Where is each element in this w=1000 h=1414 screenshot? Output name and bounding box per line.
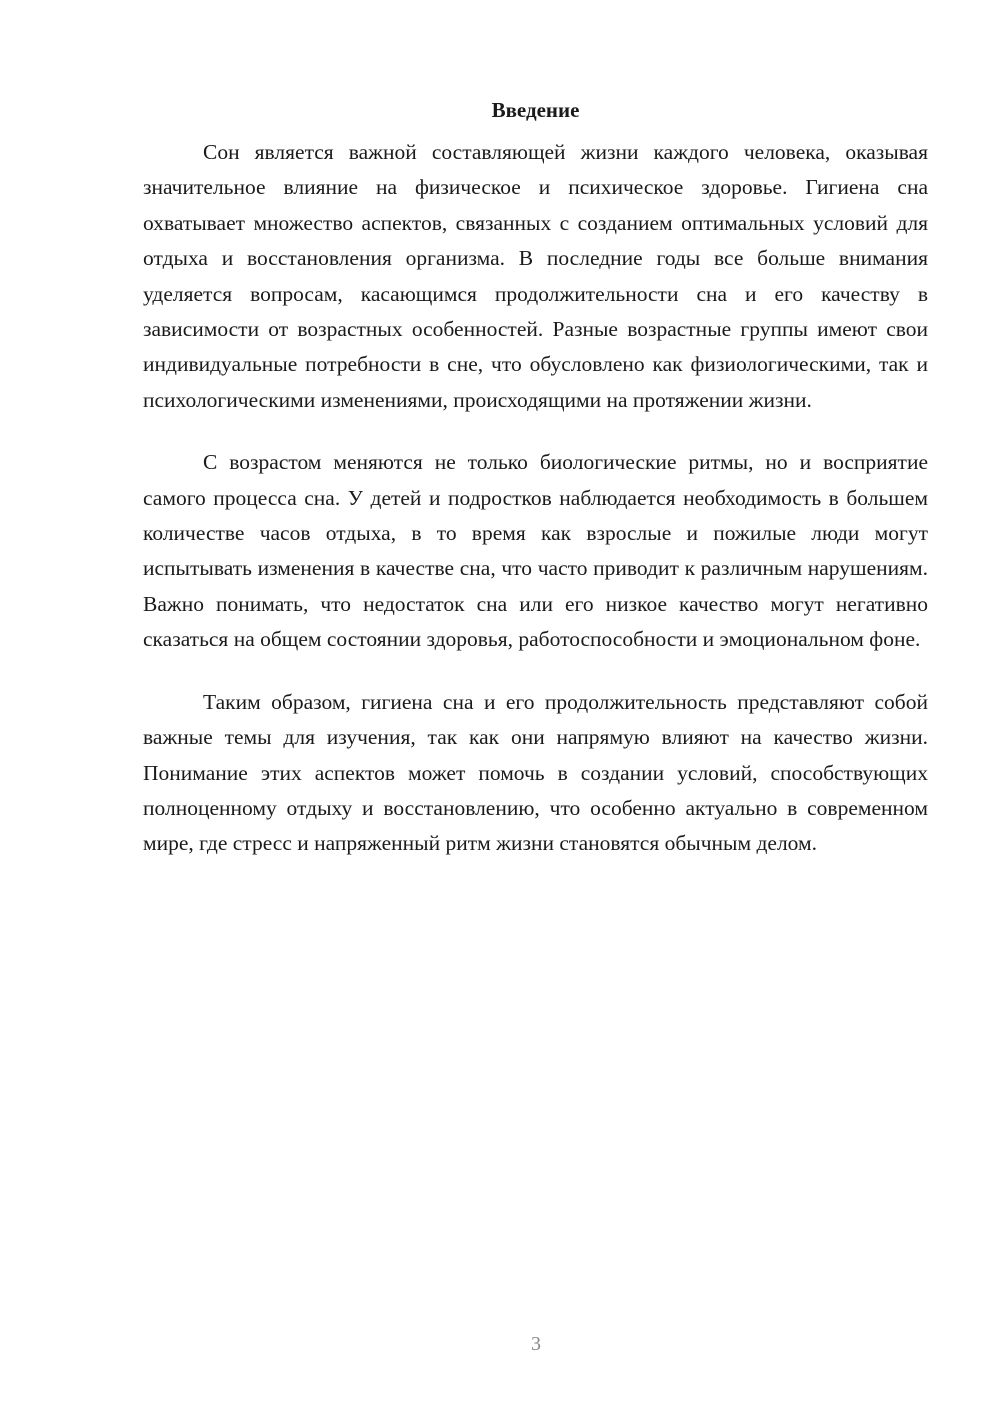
paragraph-1: Сон является важной составляющей жизни каждого человека, оказывая значительное влияние на физическое и психическое здоровье. Гигиена сна охватывает множество аспектов, связанных с созданием оптимальных условий для отдыха и восстановления организма. В последние годы все больше внимания уделяется вопросам, касающимся продолжительности сна и его качеству в зависимости от возрастных особенностей. Разные возрастные группы имеют свои индивидуальные потребности в сне, что обусловлено как физиологическими, так и психологическими изменениями, происходящими на протяжении жизни. [143, 140, 928, 412]
paragraph-2: С возрастом меняются не только биологические ритмы, но и восприятие самого процесса сна. У детей и подростков наблюдается необходимость в большем количестве часов отдыха, в то время как взрослые и пожилые люди могут испытывать изменения в качестве сна, что часто приводит к различным нарушениям. Важно понимать, что недостаток сна или его низкое качество могут негативно сказаться на общем состоянии здоровья, работоспособности и эмоциональном фоне. [143, 450, 928, 652]
page-title: Введение [491, 98, 580, 122]
page-content [143, 95, 928, 889]
page-number: 3 [531, 1333, 541, 1355]
paragraph-3: Таким образом, гигиена сна и его продолжительность представляют собой важные темы для изучения, так как они напрямую влияют на качество жизни. Понимание этих аспектов может помочь в создании условий, способствующих полноценному отдыху и восстановлению, что особенно актуально в современном мире, где стресс и напряженный ритм жизни становятся обычным делом. [143, 689, 928, 856]
